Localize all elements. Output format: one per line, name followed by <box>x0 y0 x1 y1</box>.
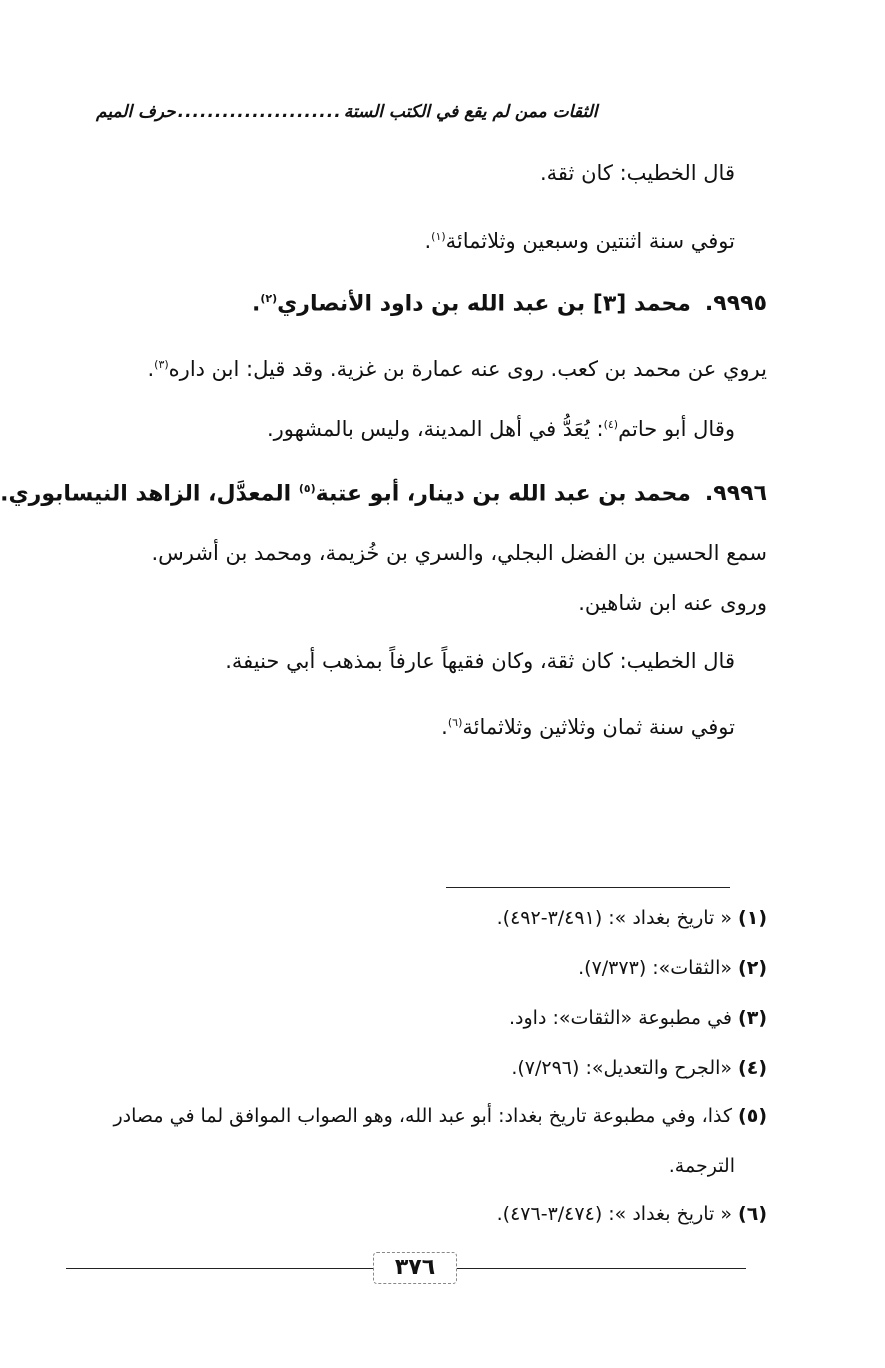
entry-heading: ٩٩٩٥.محمد [٣] بن عبد الله بن داود الأنصاري$^{(٢)}$. <box>251 291 767 317</box>
header-book-title: الثقات ممن لم يقع في الكتب الستة <box>343 102 598 122</box>
entry-heading: ٩٩٩٦.محمد بن عبد الله بن دينار، أبو عتبة$^{(٥)}$ المعدَّل، الزاهد النيسابوري. <box>0 481 767 507</box>
footnote-ref: (١) <box>431 230 446 243</box>
footnote-ref: (٣) <box>154 358 169 371</box>
running-header <box>96 96 767 128</box>
text-line: وروى عنه ابن شاهين. <box>578 591 767 615</box>
footnote: (٢)«الثقات»: (٧/٣٧٣). <box>578 957 767 979</box>
footnote: (٦)« تاريخ بغداد »: (٣/٤٧٤-٤٧٦). <box>496 1203 767 1225</box>
header-dots: ...................... <box>177 102 342 122</box>
text-line: سمع الحسين بن الفضل البجلي، والسري بن خُزيمة، ومحمد بن أشرس. <box>151 541 767 565</box>
footnote: (٥)كذا، وفي مطبوعة تاريخ بغداد: أبو عبد الله، وهو الصواب الموافق لما في مصادر <box>113 1105 767 1127</box>
text-line: قال الخطيب: كان ثقة، وكان فقيهاً عارفاً بمذهب أبي حنيفة. <box>225 649 735 673</box>
entry-number: ٩٩٩٦. <box>704 481 767 507</box>
header-chapter: حرف الميم <box>96 102 176 122</box>
entry-title: محمد بن عبد الله بن دينار، أبو عتبة <box>315 481 691 507</box>
page-number: ٣٧٦ <box>373 1252 457 1284</box>
text-line: يروي عن محمد بن كعب. روى عنه عمارة بن غزية. وقد قيل: ابن داره$^{(٣)}$. <box>147 357 767 381</box>
text-line: توفي سنة ثمان وثلاثين وثلاثمائة$^{(٦)}$. <box>441 715 735 739</box>
footnote-ref: (٢) <box>260 292 278 305</box>
entry-title: محمد [٣] بن عبد الله بن داود الأنصاري <box>277 291 691 317</box>
footnote-continuation: الترجمة. <box>668 1155 735 1177</box>
entry-number: ٩٩٩٥. <box>704 291 767 317</box>
text-line: قال الخطيب: كان ثقة. <box>540 161 735 185</box>
text-line: وقال أبو حاتم$^{(٤)}$: يُعَدُّ في أهل المدينة، وليس بالمشهور. <box>266 417 735 441</box>
footnote-ref: (٥) <box>298 482 316 495</box>
footnote: (٣)في مطبوعة «الثقات»: داود. <box>508 1007 767 1029</box>
footnote-ref: (٤) <box>603 418 619 431</box>
footnote: (٤)«الجرح والتعديل»: (٧/٢٩٦). <box>511 1057 767 1079</box>
footnote: (١)« تاريخ بغداد »: (٣/٤٩١-٤٩٢). <box>496 907 767 929</box>
footnote-ref: (٦) <box>447 716 463 729</box>
text-line: توفي سنة اثنتين وسبعين وثلاثمائة$^{(١)}$. <box>424 229 735 253</box>
footnote-separator <box>446 887 730 888</box>
